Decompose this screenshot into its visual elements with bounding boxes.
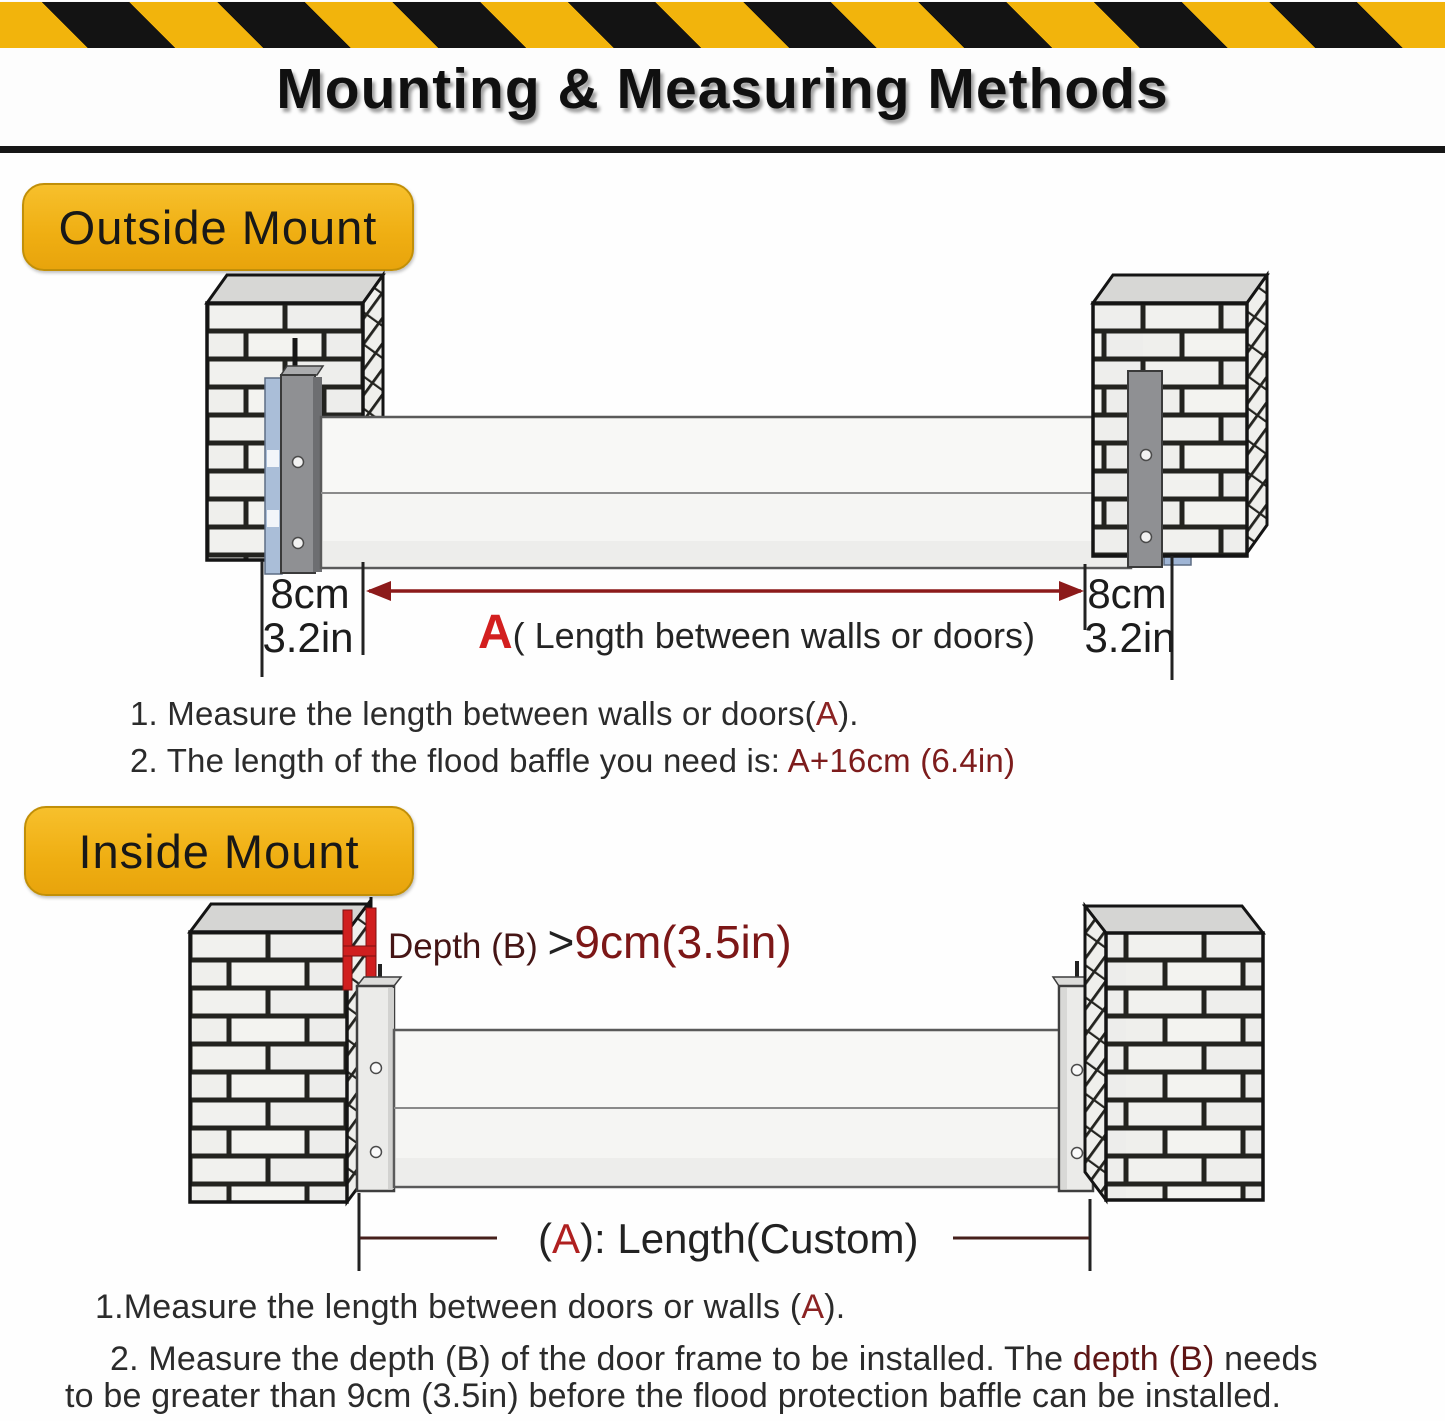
outside-mount-label: Outside Mount xyxy=(58,200,378,254)
dim-left-in: 3.2in xyxy=(262,614,354,661)
depth-label-name: Depth (B) xyxy=(388,927,548,966)
barrier-top-plank xyxy=(323,419,1129,492)
left-seal-strip xyxy=(265,378,282,574)
barrier-top-plank xyxy=(396,1032,1058,1108)
barrier-bottom-shade xyxy=(396,1158,1058,1185)
pillar-front-face xyxy=(190,932,347,1202)
span-label xyxy=(478,606,1035,659)
screw-hole xyxy=(1072,1148,1083,1159)
inside-mount-diagram xyxy=(0,895,1445,1280)
span-label-text: ( Length between walls or doors) xyxy=(512,615,1035,656)
pillar-side-face xyxy=(1247,275,1267,553)
length-label-a: A xyxy=(552,1215,581,1262)
dim-right-in: 3.2in xyxy=(1084,614,1176,661)
pillar-front-face xyxy=(1106,933,1263,1200)
screw-hole xyxy=(1072,1065,1083,1076)
outside-step-2 xyxy=(130,742,1015,780)
step-highlight: A+16cm (6.4in) xyxy=(787,742,1016,779)
length-label-open: ( xyxy=(538,1215,552,1262)
channel-top-bevel xyxy=(281,366,323,375)
left-mounting-channel xyxy=(281,366,323,573)
inside-step-1 xyxy=(95,1288,845,1327)
step-text: 1. Measure the length between walls or doors( xyxy=(130,695,816,732)
screw-hole xyxy=(1141,450,1152,461)
outside-right-pillar xyxy=(1093,275,1267,556)
inside-right-pillar xyxy=(1085,906,1263,1200)
flood-barrier-panels xyxy=(394,1030,1060,1187)
outside-mount-badge xyxy=(22,183,414,271)
step-text: needs xyxy=(1214,1340,1318,1378)
screw-hole xyxy=(293,457,304,468)
screw-hole xyxy=(1141,532,1152,543)
pillar-top-face xyxy=(190,904,368,932)
greater-than-sign: > xyxy=(547,916,575,968)
step-text: ). xyxy=(824,1288,846,1326)
inside-left-pillar xyxy=(190,904,368,1202)
step-text: 2. Measure the depth (B) of the door frame to be installed. The xyxy=(110,1340,1073,1378)
outside-step-1 xyxy=(130,695,859,733)
length-label-rest: ): Length(Custom) xyxy=(580,1215,919,1262)
depth-label-value: 9cm(3.5in) xyxy=(574,916,792,968)
step-text: 1.Measure the length between doors or walls ( xyxy=(95,1288,802,1326)
depth-label xyxy=(388,916,792,968)
screw-hole xyxy=(371,1147,382,1158)
pillar-top-face xyxy=(1085,906,1263,933)
divider-rule xyxy=(0,146,1445,153)
page-title: Mounting & Measuring Methods xyxy=(276,57,1169,121)
pillar-top-face xyxy=(1093,275,1267,303)
pillar-side-face xyxy=(1085,906,1106,1200)
dim-left-cm: 8cm xyxy=(270,570,350,617)
span-arrow xyxy=(366,581,1084,601)
inside-step-2-line1 xyxy=(110,1340,1318,1379)
step-text: 2. The length of the flood baffle you need is: xyxy=(130,742,788,779)
title-band xyxy=(0,48,1445,146)
inside-mount-badge xyxy=(24,806,414,896)
dim-right-cm: 8cm xyxy=(1087,570,1167,617)
step-text: to be greater than 9cm (3.5in) before the flood protection baffle can be installed. xyxy=(65,1377,1282,1415)
step-highlight: A xyxy=(801,1288,825,1326)
step-highlight: A xyxy=(815,695,839,732)
barrier-bottom-shade xyxy=(323,541,1129,566)
hazard-stripe-banner xyxy=(0,2,1445,48)
inside-step-2-line2 xyxy=(65,1377,1281,1416)
step-text: ). xyxy=(838,695,859,732)
channel-edge xyxy=(1061,988,1067,1189)
span-label-a: A xyxy=(478,606,513,659)
screw-hole xyxy=(293,538,304,549)
step-highlight: depth (B) xyxy=(1072,1340,1215,1378)
flood-barrier-panels xyxy=(321,417,1131,568)
length-label xyxy=(538,1215,918,1262)
outside-mount-diagram xyxy=(0,260,1445,690)
seal-hole xyxy=(267,450,279,467)
seal-hole xyxy=(267,510,279,527)
pillar-front-face xyxy=(1093,303,1247,556)
inside-mount-label: Inside Mount xyxy=(78,824,360,878)
screw-hole xyxy=(371,1063,382,1074)
channel-top-bevel xyxy=(357,977,401,986)
pillar-top-face xyxy=(207,275,383,303)
